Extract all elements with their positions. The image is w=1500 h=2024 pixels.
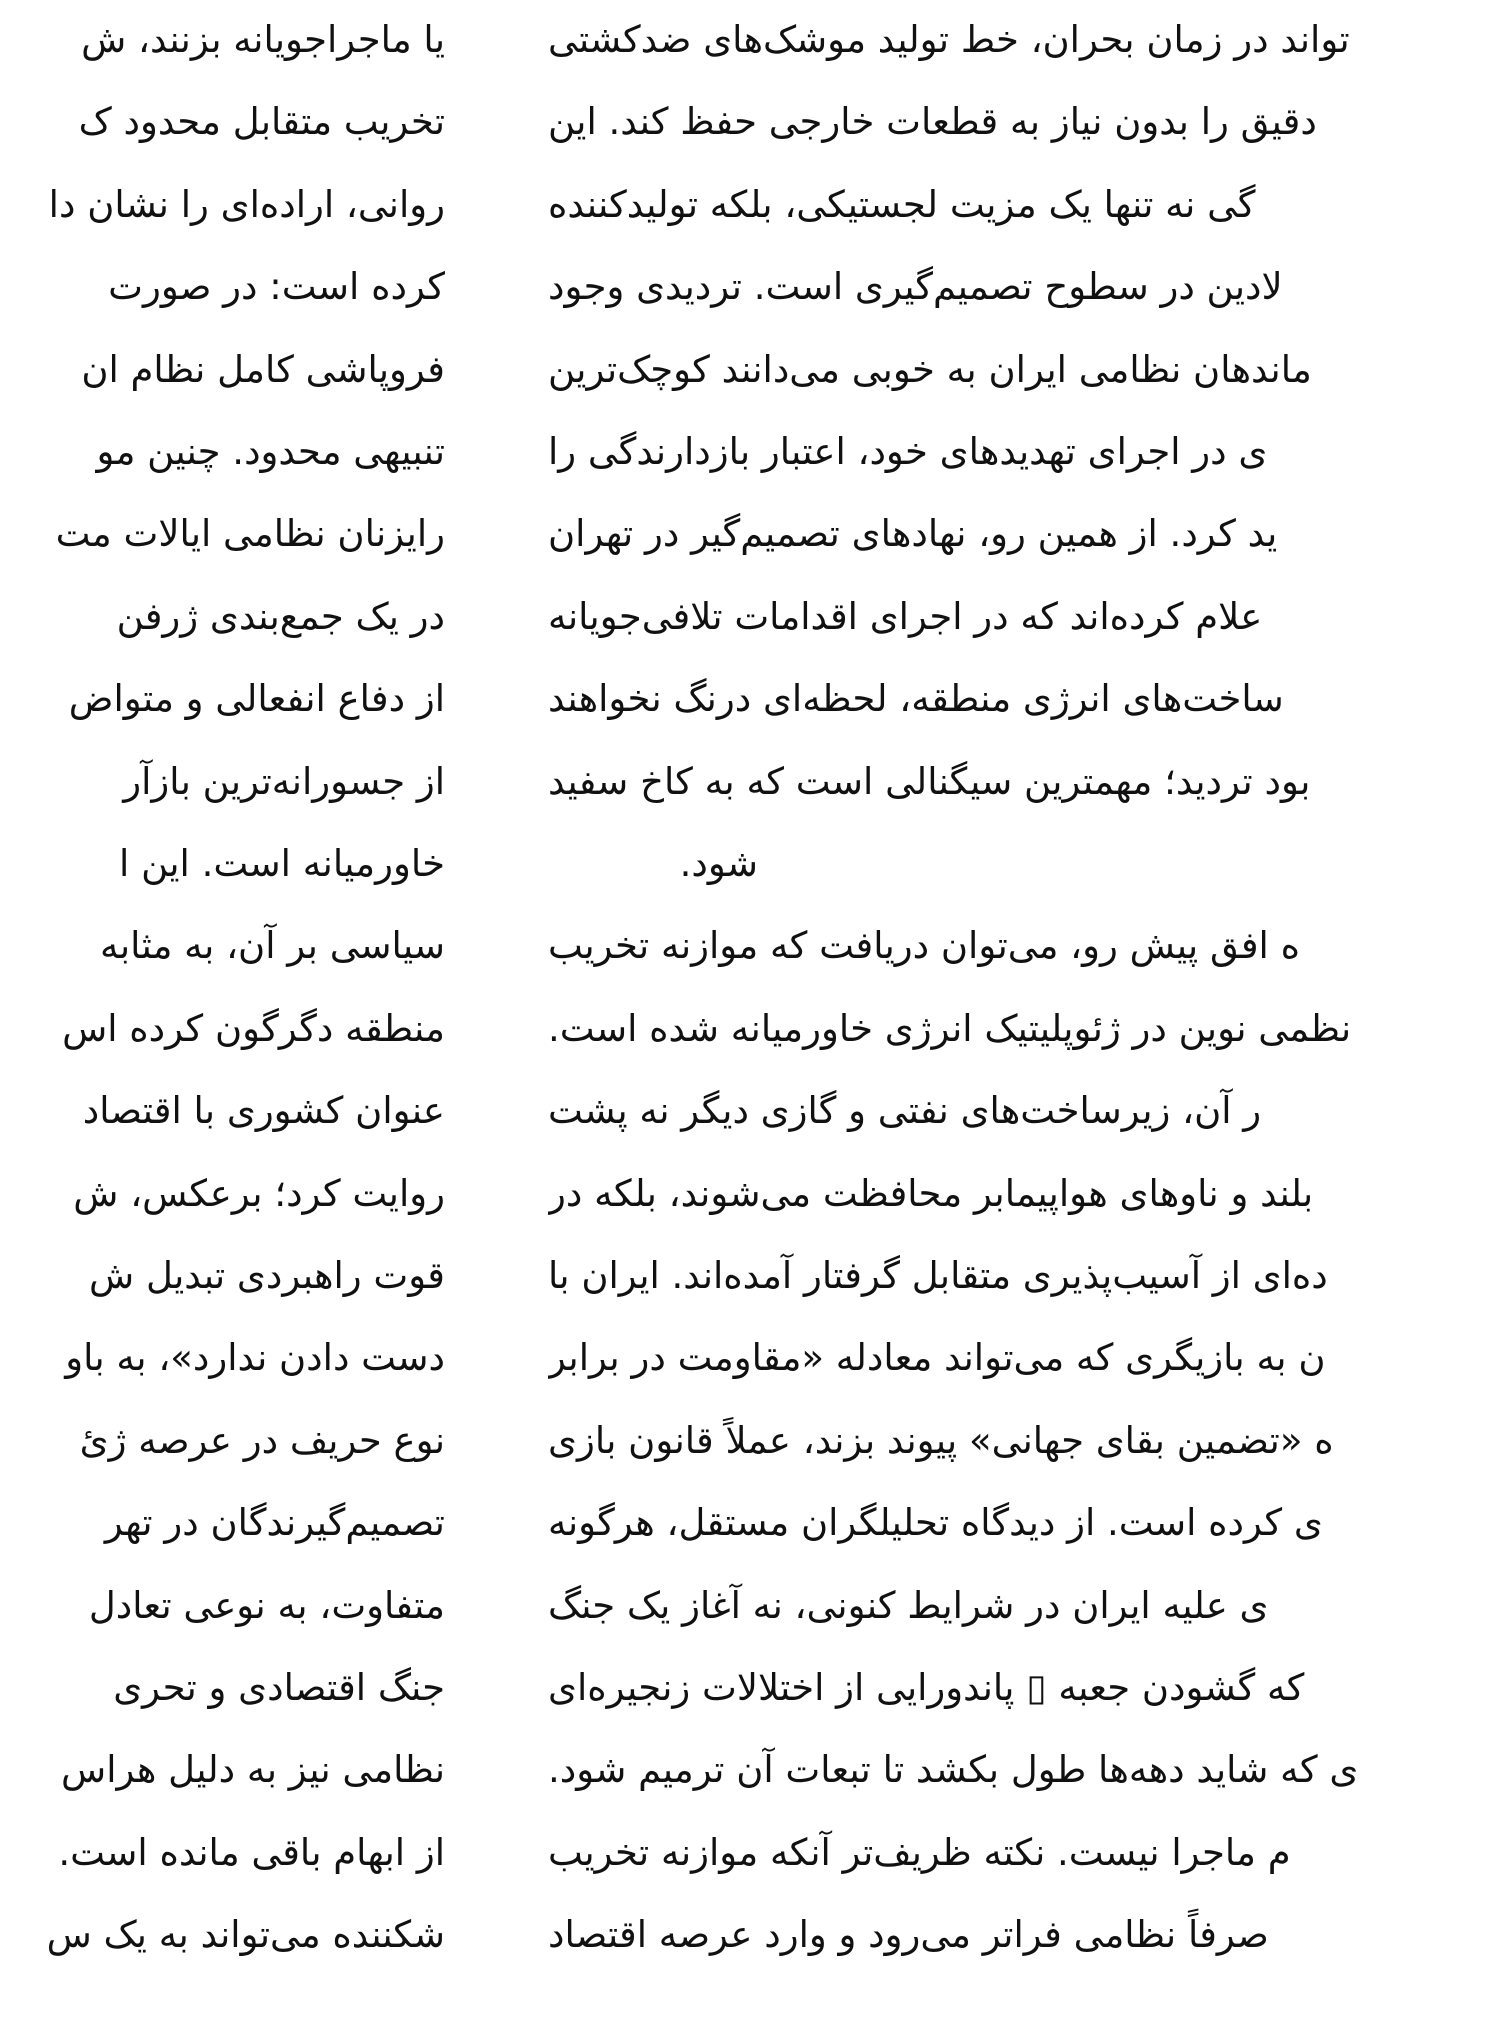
text-line: دقیق را بدون نیاز به قطعات خارجی حفظ کند. این [548,100,1317,144]
left-text-column [0,0,445,2024]
text-line: شود. [679,842,758,885]
text-line: ه «تضمین بقای جهانی» پیوند بزند، عملاً قانون بازی [548,1418,1334,1462]
text-line: عنوان کشوری با اقتصاد [82,1089,445,1133]
text-line: ی علیه ایران در شرایط کنونی، نه آغاز یک جنگ [548,1583,1269,1627]
text-line: سیاسی بر آن، به مثابه [100,924,445,968]
text-line: از دفاع انفعالی و متواض [68,677,445,721]
text-line: نظمی نوین در ژئوپلیتیک انرژی خاورمیانه شده است. [548,1006,1352,1050]
text-line: منطقه دگرگون کرده اس [62,1006,445,1050]
text-line: در یک جمع‌بندی ژرفن [116,594,445,638]
text-line: که گشودن جعبه ▯ پاندورایی از اختلالات زنجیره‌ای [548,1666,1305,1709]
text-line: بود تردید؛ مهمترین سیگنالی است که به کاخ سفید [548,759,1311,803]
text-line: قوت راهبردی تبدیل ش [89,1254,445,1297]
right-text-column [548,0,1500,2024]
text-line: ه افق پیش رو، می‌توان دریافت که موازنه تخریب [548,924,1300,968]
text-line: ر آن، زیرساخت‌های نفتی و گازی دیگر نه پشت [548,1089,1262,1133]
text-line: ماندهان نظامی ایران به خوبی می‌دانند کوچک‌ترین [548,347,1312,391]
text-line: صرفاً نظامی فراتر می‌رود و وارد عرصه اقتصاد [548,1913,1269,1957]
text-line: از جسورانه‌ترین بازآر [123,759,445,803]
text-line: نظامی نیز به دلیل هراس [61,1748,445,1792]
text-line: تصمیم‌گیرندگان در تهر [104,1501,445,1545]
text-line: ن به بازیگری که می‌تواند معادله «مقاومت در برابر [548,1336,1326,1380]
text-line: بلند و ناوهای هواپیمابر محافظت می‌شوند، بلکه در [548,1171,1314,1215]
text-line: گی نه تنها یک مزیت لجستیکی، بلکه تولیدکننده [548,182,1256,226]
text-line: تنبیهی محدود. چنین مو [96,430,445,473]
text-line: خاورمیانه است. این ا [119,842,445,885]
text-line: کرده است: در صورت [108,265,445,309]
text-line: فروپاشی کامل نظام ان [81,347,445,391]
text-line: جنگ اقتصادی و تحری [113,1666,445,1709]
text-line: یا ماجراجویانه بزنند، ش [81,18,445,61]
text-line: لادین در سطوح تصمیم‌گیری است. تردیدی وجود [548,265,1283,309]
text-line: روانی، اراده‌ای را نشان دا [48,182,445,226]
text-line: شکننده می‌تواند به یک س [46,1913,445,1957]
text-line: تواند در زمان بحران، خط تولید موشک‌های ضدکشتی [548,18,1350,61]
text-line: نوع حریف در عرصه ژئ [79,1418,445,1462]
text-line: ی در اجرای تهدیدهای خود، اعتبار بازدارندگی را [548,430,1268,473]
text-line: ی که شاید دهه‌ها طول بکشد تا تبعات آن ترمیم شود. [548,1748,1359,1792]
text-line: ده‌ای از آسیب‌پذیری متقابل گرفتار آمده‌اند. ایران با [548,1254,1328,1297]
text-line: ی کرده است. از دیدگاه تحلیلگران مستقل، هرگونه [548,1501,1323,1545]
text-line: م ماجرا نیست. نکته ظریف‌تر آنکه موازنه تخریب [548,1830,1291,1874]
text-line: ید کرد. از همین رو، نهادهای تصمیم‌گیر در تهران [548,512,1278,556]
text-line: متفاوت، به نوعی تعادل [88,1583,445,1627]
text-line: ساخت‌های انرژی منطقه، لحظه‌ای درنگ نخواهند [548,677,1284,721]
text-line: روایت کرد؛ برعکس، ش [73,1171,445,1215]
text-line: دست دادن ندارد»، به باو [65,1336,445,1380]
text-line: رایزنان نظامی ایالات مت [55,512,445,556]
text-line: از ابهام باقی مانده است. [58,1830,445,1874]
text-line: علام کرده‌اند که در اجرای اقدامات تلافی‌جویانه [548,594,1263,638]
text-line: تخریب متقابل محدود ک [78,100,445,144]
